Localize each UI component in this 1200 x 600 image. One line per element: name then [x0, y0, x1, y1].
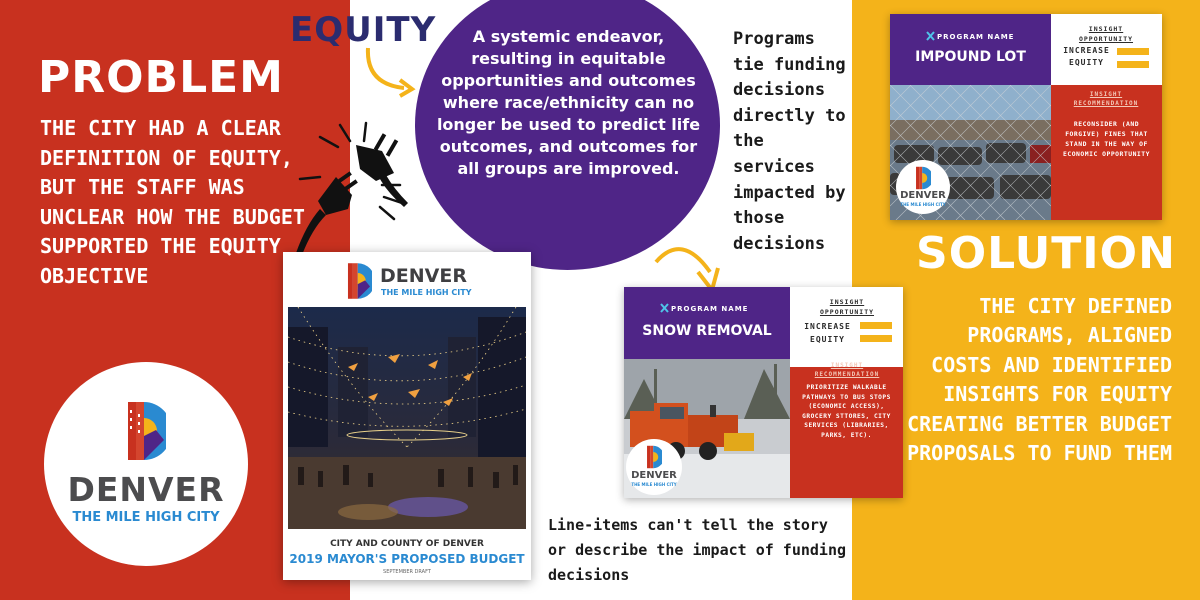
program-name-header: [890, 14, 1051, 85]
solution-title: SOLUTION: [916, 228, 1176, 279]
budget-city-line: CITY AND COUNTY OF DENVER: [330, 539, 484, 549]
city-plaza-photo: [288, 307, 526, 529]
denver-mark-icon: [646, 445, 662, 469]
insight-recommendation-heading: INSIGHT RECOMMENDATION: [1073, 91, 1139, 107]
budget-draft-label: SEPTEMBER DRAFT: [383, 569, 431, 575]
insight-opportunity-heading: INSIGHT OPPORTUNITY: [1078, 25, 1134, 43]
card-denver-logo: [896, 160, 950, 214]
x-mark-icon: [926, 31, 935, 41]
line-items-note: Line-items can't tell the story or describe the impact of funding decisions: [548, 516, 847, 584]
budget-document-cover: [283, 252, 531, 580]
insight-opportunity-section: [790, 287, 903, 367]
budget-logo-tagline: THE MILE HIGH CITY: [381, 288, 472, 297]
solution-text: THE CITY DEFINED PROGRAMS, ALIGNED COSTS AND IDENTIFIED INSIGHTS FOR EQUITY CREATING BETTER BUDGET PROPOSALS TO FUND THEM: [907, 294, 1172, 466]
equity-definition-text: A systemic endeavor, resulting in equitable opportunities and outcomes where race/ethnicity can no longer be used to predict life outcomes, and outcomes for all groups are improved.: [436, 27, 701, 178]
impound-lot-card: [890, 14, 1162, 220]
card-logo-name: DENVER: [900, 190, 946, 201]
problem-title: PROBLEM: [38, 52, 284, 103]
budget-logo-name: DENVER: [380, 265, 467, 287]
opportunity-indicator: [860, 322, 892, 329]
program-name: SNOW REMOVAL: [642, 323, 772, 339]
problem-text: THE CITY HAD A CLEAR DEFINITION OF EQUITY, BUT THE STAFF WAS UNCLEAR HOW THE BUDGET SUPPORTED THE EQUITY OBJECTIVE: [40, 116, 305, 288]
equity-heading: EQUITY: [290, 10, 437, 50]
programs-note: Programs tie funding decisions directly to the services impacted by those decisions: [733, 29, 846, 254]
opportunity-indicator: [1117, 48, 1149, 55]
program-name: IMPOUND LOT: [915, 49, 1026, 65]
insight-recommendation-text: PRIORITIZE WALKABLE PATHWAYS TO BUS STOPS (ECONOMIC ACCESS), GROCERY STTORES, CITY SERVICES (LIBRARIES, PARKS, ETC).: [802, 384, 891, 439]
denver-logo: [44, 362, 248, 566]
insight-recommendation-text: RECONSIDER (AND FORGIVE) FINES THAT STAND IN THE WAY OF ECONOMIC OPPORTUNITY: [1063, 120, 1150, 158]
logo-name: DENVER: [67, 470, 225, 509]
insight-opportunity-heading: INSIGHT OPPORTUNITY: [819, 298, 875, 316]
program-name-header: [624, 287, 790, 359]
x-mark-icon: [660, 303, 669, 313]
denver-mark-icon: [915, 166, 931, 190]
unplugged-plug-icon: [290, 85, 420, 255]
denver-mark-icon: [126, 400, 166, 462]
card-logo-tagline: THE MILE HIGH CITY: [631, 482, 677, 487]
budget-title: 2019 MAYOR'S PROPOSED BUDGET: [289, 552, 525, 566]
insight-opportunity-value: INCREASE EQUITY: [804, 322, 851, 344]
insight-recommendation-section: [1051, 85, 1162, 220]
program-name-label: PROGRAM NAME: [671, 305, 749, 313]
card-denver-logo: [626, 439, 682, 495]
snow-removal-card: [624, 287, 903, 498]
insight-recommendation-heading: INSIGHT RECOMMENDATION: [814, 362, 880, 378]
card-logo-tagline: THE MILE HIGH CITY: [900, 202, 946, 207]
insight-opportunity-section: [1051, 14, 1162, 85]
program-name-label: PROGRAM NAME: [937, 33, 1015, 41]
opportunity-indicator: [860, 335, 892, 342]
denver-mark-icon: [346, 262, 372, 300]
logo-tagline: THE MILE HIGH CITY: [72, 510, 220, 525]
opportunity-indicator: [1117, 61, 1149, 68]
card-logo-name: DENVER: [631, 470, 677, 481]
insight-recommendation-section: [790, 362, 903, 498]
insight-opportunity-value: INCREASE EQUITY: [1063, 46, 1110, 67]
